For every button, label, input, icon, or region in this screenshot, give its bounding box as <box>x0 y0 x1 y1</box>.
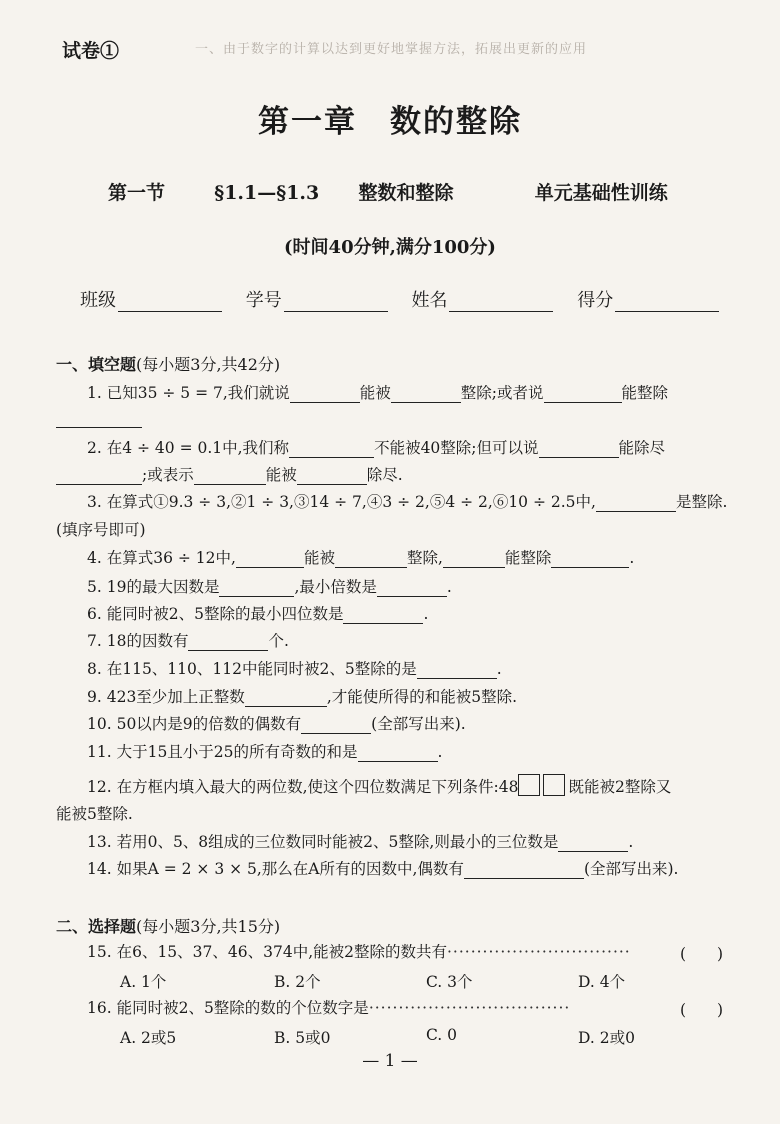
question-16: 16. 能同时被2、5整除的数的个位数字是·································· <box>87 999 571 1017</box>
name-blank[interactable] <box>449 293 553 312</box>
q4-blank-4[interactable] <box>551 551 629 568</box>
q2-blank-4[interactable] <box>194 468 266 485</box>
q1-blank-3[interactable] <box>544 386 622 403</box>
part2-heading: 二、选择题(每小题3分,共15分) <box>56 917 281 936</box>
info-student-id: 学号 <box>246 286 388 312</box>
info-class: 班级 <box>80 286 222 312</box>
question-3-cont: (填序号即可) <box>56 521 146 539</box>
q15-answer-paren[interactable]: ( ) <box>680 945 724 963</box>
question-8: 8. 在115、110、112中能同时被2、5整除的是 . <box>87 660 502 678</box>
q1-blank-2[interactable] <box>391 386 461 403</box>
section-range: §1.1—§1.3 <box>214 182 320 204</box>
q8-blank-1[interactable] <box>417 662 497 679</box>
section-heading <box>108 178 668 205</box>
section-part: 第一节 <box>108 182 166 204</box>
q16-option-b[interactable]: B. 5或0 <box>274 1029 331 1047</box>
q13-blank-1[interactable] <box>558 835 628 852</box>
q1-blank-4[interactable] <box>56 411 142 428</box>
q11-blank-1[interactable] <box>358 745 438 762</box>
question-13: 13. 若用0、5、8组成的三位数同时能被2、5整除,则最小的三位数是 . <box>87 833 634 851</box>
q14-blank-1[interactable] <box>464 862 584 879</box>
question-7: 7. 18的因数有 个. <box>87 632 289 650</box>
q15-option-d[interactable]: D. 4个 <box>578 973 626 991</box>
q2-blank-2[interactable] <box>539 441 619 458</box>
q2-blank-3[interactable] <box>56 468 142 485</box>
question-1-cont <box>56 410 142 428</box>
exam-duration: (时间40分钟,满分100分) <box>284 237 496 258</box>
question-12: 12. 在方框内填入最大的两位数,使这个四位数满足下列条件:48 既能被2整除又 <box>87 774 671 797</box>
info-score: 得分 <box>577 286 719 312</box>
bleed-through-text: 一、由于数字的计算以达到更好地掌握方法，拓展出更新的应用 <box>195 42 588 57</box>
question-10: 10. 50以内是9的倍数的偶数有 (全部写出来). <box>87 715 466 733</box>
question-3: 3. 在算式①9.3 ÷ 3,②1 ÷ 3,③14 ÷ 7,④3 ÷ 2,⑤4 ÷ 2,⑥10 ÷ 2.5中, 是整除. <box>87 493 728 511</box>
question-14: 14. 如果A = 2 × 3 × 5,那么在A所有的因数中,偶数有 (全部写出来). <box>87 860 679 878</box>
q10-blank-1[interactable] <box>301 717 371 734</box>
q2-blank-5[interactable] <box>297 468 367 485</box>
q15-option-c[interactable]: C. 3个 <box>426 973 473 991</box>
q12-box-1[interactable] <box>518 774 540 796</box>
q6-blank-1[interactable] <box>343 607 423 624</box>
page-number: — 1 — <box>362 1051 418 1071</box>
q1-blank-1[interactable] <box>290 386 360 403</box>
student-id-blank[interactable] <box>284 293 388 312</box>
q12-box-2[interactable] <box>543 774 565 796</box>
question-2: 2. 在4 ÷ 40 = 0.1中,我们称 不能被40整除;但可以说 能除尽 <box>87 439 666 457</box>
q15-option-b[interactable]: B. 2个 <box>274 973 321 991</box>
q4-blank-1[interactable] <box>236 551 304 568</box>
q7-blank-1[interactable] <box>188 634 268 651</box>
q16-option-d[interactable]: D. 2或0 <box>578 1029 635 1047</box>
question-2-cont: ;或表示 能被 除尽. <box>56 463 403 485</box>
q16-answer-paren[interactable]: ( ) <box>680 1001 724 1019</box>
score-blank[interactable] <box>615 293 719 312</box>
q5-blank-1[interactable] <box>219 580 294 597</box>
q2-blank-1[interactable] <box>289 441 374 458</box>
q5-blank-2[interactable] <box>377 580 447 597</box>
class-blank[interactable] <box>118 293 222 312</box>
section-type: 单元基础性训练 <box>534 182 668 204</box>
q15-leader-dots: ······························· <box>446 943 631 961</box>
q16-option-a[interactable]: A. 2或5 <box>120 1029 177 1047</box>
paper-tag: 试卷① <box>62 40 120 62</box>
part1-heading: 一、填空题(每小题3分,共42分) <box>56 355 281 374</box>
student-info-row <box>80 286 737 312</box>
question-12-cont: 能被5整除. <box>56 805 133 823</box>
question-1: 1. 已知35 ÷ 5 = 7,我们就说 能被 整除;或者说 能整除 <box>87 384 669 402</box>
chapter-title: 第一章 数的整除 <box>258 104 522 140</box>
question-11: 11. 大于15且小于25的所有奇数的和是 . <box>87 743 443 761</box>
q4-blank-3[interactable] <box>443 551 505 568</box>
q16-leader-dots: ·································· <box>368 999 571 1017</box>
section-topic: 整数和整除 <box>358 182 454 204</box>
q4-blank-2[interactable] <box>335 551 407 568</box>
question-9: 9. 423至少加上正整数 ,才能使所得的和能被5整除. <box>87 688 518 706</box>
question-5: 5. 19的最大因数是 ,最小倍数是 . <box>87 578 452 596</box>
question-4: 4. 在算式36 ÷ 12中, 能被 整除, 能整除 . <box>87 549 635 567</box>
q16-option-c[interactable]: C. 0 <box>426 1026 458 1044</box>
q15-option-a[interactable]: A. 1个 <box>120 973 167 991</box>
question-6: 6. 能同时被2、5整除的最小四位数是 . <box>87 605 429 623</box>
question-15: 15. 在6、15、37、46、374中,能被2整除的数共有······························· <box>87 943 631 961</box>
info-name: 姓名 <box>411 286 553 312</box>
q3-blank-1[interactable] <box>596 495 676 512</box>
q9-blank-1[interactable] <box>245 690 327 707</box>
